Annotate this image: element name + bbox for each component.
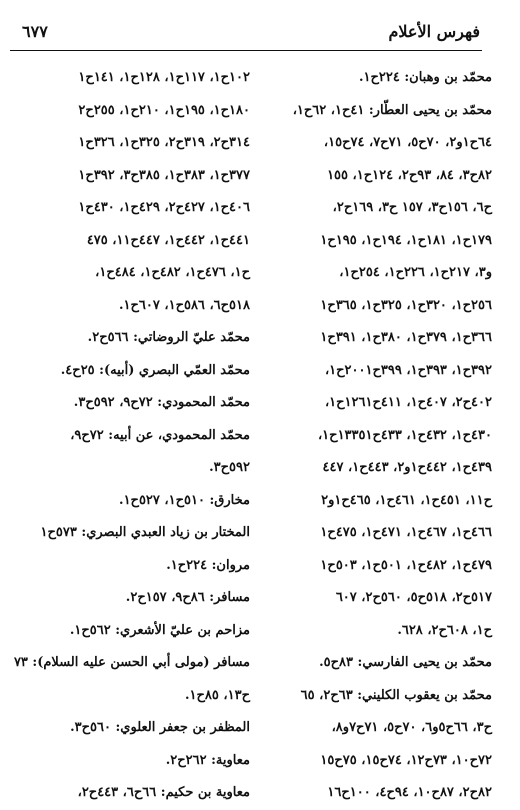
- page-header: [0, 0, 520, 60]
- index-entry-line: ٥٩٢ح٣.: [209, 460, 250, 475]
- index-entry-line: و٣، ٢١٧ح١، ٢٢٦ح١، ٢٥٤ح١،: [339, 265, 492, 280]
- index-entry-line: ح٦، ١٥٦ح٣، ١٥٧ ح٣، ١٦٩ح٢،: [332, 200, 492, 215]
- index-entry-line: مسافر (مولى أبي الحسن عليه السلام): ٧٣: [13, 655, 250, 670]
- index-entry-line: محمّد بن يحيى العطّار: ٤١ح١، ٦٢ح١،: [292, 102, 492, 118]
- index-entry-line: المختار بن زياد العبدي البصري: ٥٧٣ح١: [40, 525, 250, 540]
- index-entry-line: معاوية بن حكيم: ٦٦ح٦، ٤٤٣ح٢،: [77, 785, 250, 800]
- index-entry-line: مروان: ٢٢٤ح١.: [166, 557, 250, 573]
- running-title: فهرس الأعلام: [388, 22, 480, 41]
- index-entry-line: ٨٢ح٣، ٨٤، ٩٣ح٢، ١٢٤ح١، ١٥٥: [327, 167, 492, 183]
- index-entry-line: ٥١٧ح٢، ٥١٨ح٥، ٥٦٠ح٢، ٦٠٧: [335, 590, 492, 605]
- index-entry-line: ح٣، ٦٦ح٥و٦، ٧٠ح٥، ٧١ح٧و٨،: [331, 720, 492, 735]
- index-entry-line: مخارق: ٥١٠ح١، ٥٢٧ح١.: [119, 492, 250, 508]
- index-entry-line: ٤٠٦ح١، ٤٢٧ح٢، ٤٢٩ح١، ٤٣٠ح١: [78, 200, 250, 215]
- index-entry-line: محمّد بن وهبان: ٢٢٤ح١.: [358, 70, 492, 85]
- index-entry-line: ٤٤١ح١، ٤٤٢ح١، ٤٤٧ح١١، ٤٧٥: [86, 232, 250, 248]
- index-entry-line: ١٧٩ح١، ١٨١ح١، ١٩٤ح١، ١٩٥ح١: [320, 232, 492, 248]
- index-entry-line: ٣٩٢ح١، ٣٩٣ح١، ٣٩٩ح٢٠٠١ح١،: [324, 362, 492, 378]
- index-entry-line: ٤٠٢ح٢، ٤٠٧ح١، ٤١١ح١٢٦١ح١،: [324, 395, 492, 410]
- index-entry-line: مسافر: ٨٦ح٩، ١٥٧ح٢.: [125, 590, 250, 605]
- index-entry-line: ٦٤ح١و٢، ٧٠ح٥، ٧١ح٧، ٧٤ح١٥،: [323, 135, 492, 150]
- index-entry-line: ٨٢ح٢، ٨٧ح١٠، ٩٤ح٤، ١٠٠ح١٦: [327, 785, 492, 800]
- index-entry-line: ح١١، ٤٥١ح١، ٤٦١ح١، ٤٦٥ح١و٢: [321, 492, 492, 508]
- index-entry-line: ٤٣٩ح١، ٤٤٢ح١و٢، ٤٤٣ح١، ٤٤٧: [322, 460, 492, 475]
- index-entry-line: محمّد بن يحيى الفارسي: ٨٣ح٥.: [319, 655, 492, 670]
- index-entry-line: ٣٦٦ح١، ٣٧٩ح١، ٣٨٠ح١، ٣٩١ح١: [320, 330, 492, 345]
- index-entry-line: ٤٧٩ح١، ٤٨٢ح١، ٥٠١ح١، ٥٠٣ح١: [320, 557, 492, 573]
- index-entry-line: ٣١٤ح٢، ٣١٩ح٢، ٣٢٥ح١، ٣٢٦ح١: [78, 135, 250, 150]
- index-entry-line: ٤٦٦ح١، ٤٦٧ح١، ٤٧١ح١، ٤٧٥ح١: [320, 525, 492, 540]
- index-entry-line: ٧٢ح١٠، ٧٣ح١٢، ٧٤ح١٥، ٧٥ح١٥: [320, 752, 492, 768]
- index-column-right: [266, 62, 492, 810]
- index-entry-line: ٤٣٠ح١، ٤٣٢ح١، ٤٣٣ح١٣٣٥١ح١،: [317, 427, 492, 443]
- header-rule: [10, 50, 482, 51]
- index-entry-line: ح١٣، ٨٥ح١.: [185, 687, 250, 703]
- index-column-left: [13, 62, 250, 810]
- index-entry-line: محمّد المحمودي، عن أبيه: ٧٢ح٩،: [70, 427, 250, 443]
- index-entry-line: مزاحم بن عليّ الأشعري: ٥٦٢ح١.: [69, 622, 250, 638]
- index-entry-line: ح١، ٤٧٦ح١، ٤٨٢ح١، ٤٨٤ح١،: [95, 265, 250, 280]
- index-entry-line: محمّد بن يعقوب الكليني: ٦٣ح٢، ٦٥: [300, 687, 492, 703]
- index-entry-line: ١٠٢ح١، ١١٧ح١، ١٢٨ح١، ١٤١ح١: [78, 70, 250, 85]
- index-entry-line: ٥١٨ح٦، ٥٨٦ح١، ٦٠٧ح١.: [118, 297, 250, 313]
- index-entry-line: معاوية: ٢٦٢ح٢.: [165, 752, 250, 768]
- index-entry-line: محمّد العمّي البصري (أبيه): ٢٥ح٤.: [60, 362, 250, 378]
- page-number: ٦٧٧: [22, 22, 48, 41]
- index-entry-line: المظفر بن جعفر العلوي: ٥٦٠ح٣.: [70, 720, 250, 735]
- index-entry-line: محمّد المحمودي: ٧٢ح٩، ٥٩٢ح٣.: [73, 395, 250, 410]
- index-entry-line: ح١، ٦٠٨ح٢، ٦٢٨.: [397, 622, 492, 638]
- index-entry-line: محمّد عليّ الروضاتي: ٥٦٦ح٢.: [87, 330, 250, 345]
- index-entry-line: ١٨٠ح١، ١٩٥ح١، ٢١٠ح١، ٢٥٥ح٢: [78, 102, 250, 118]
- index-entry-line: ٢٥٦ح١، ٣٢٠ح١، ٣٢٥ح١، ٣٦٥ح١: [320, 297, 492, 313]
- index-entry-line: ٣٧٧ح١، ٣٨٣ح١، ٣٨٥ح٣، ٣٩٢ح١: [78, 167, 250, 183]
